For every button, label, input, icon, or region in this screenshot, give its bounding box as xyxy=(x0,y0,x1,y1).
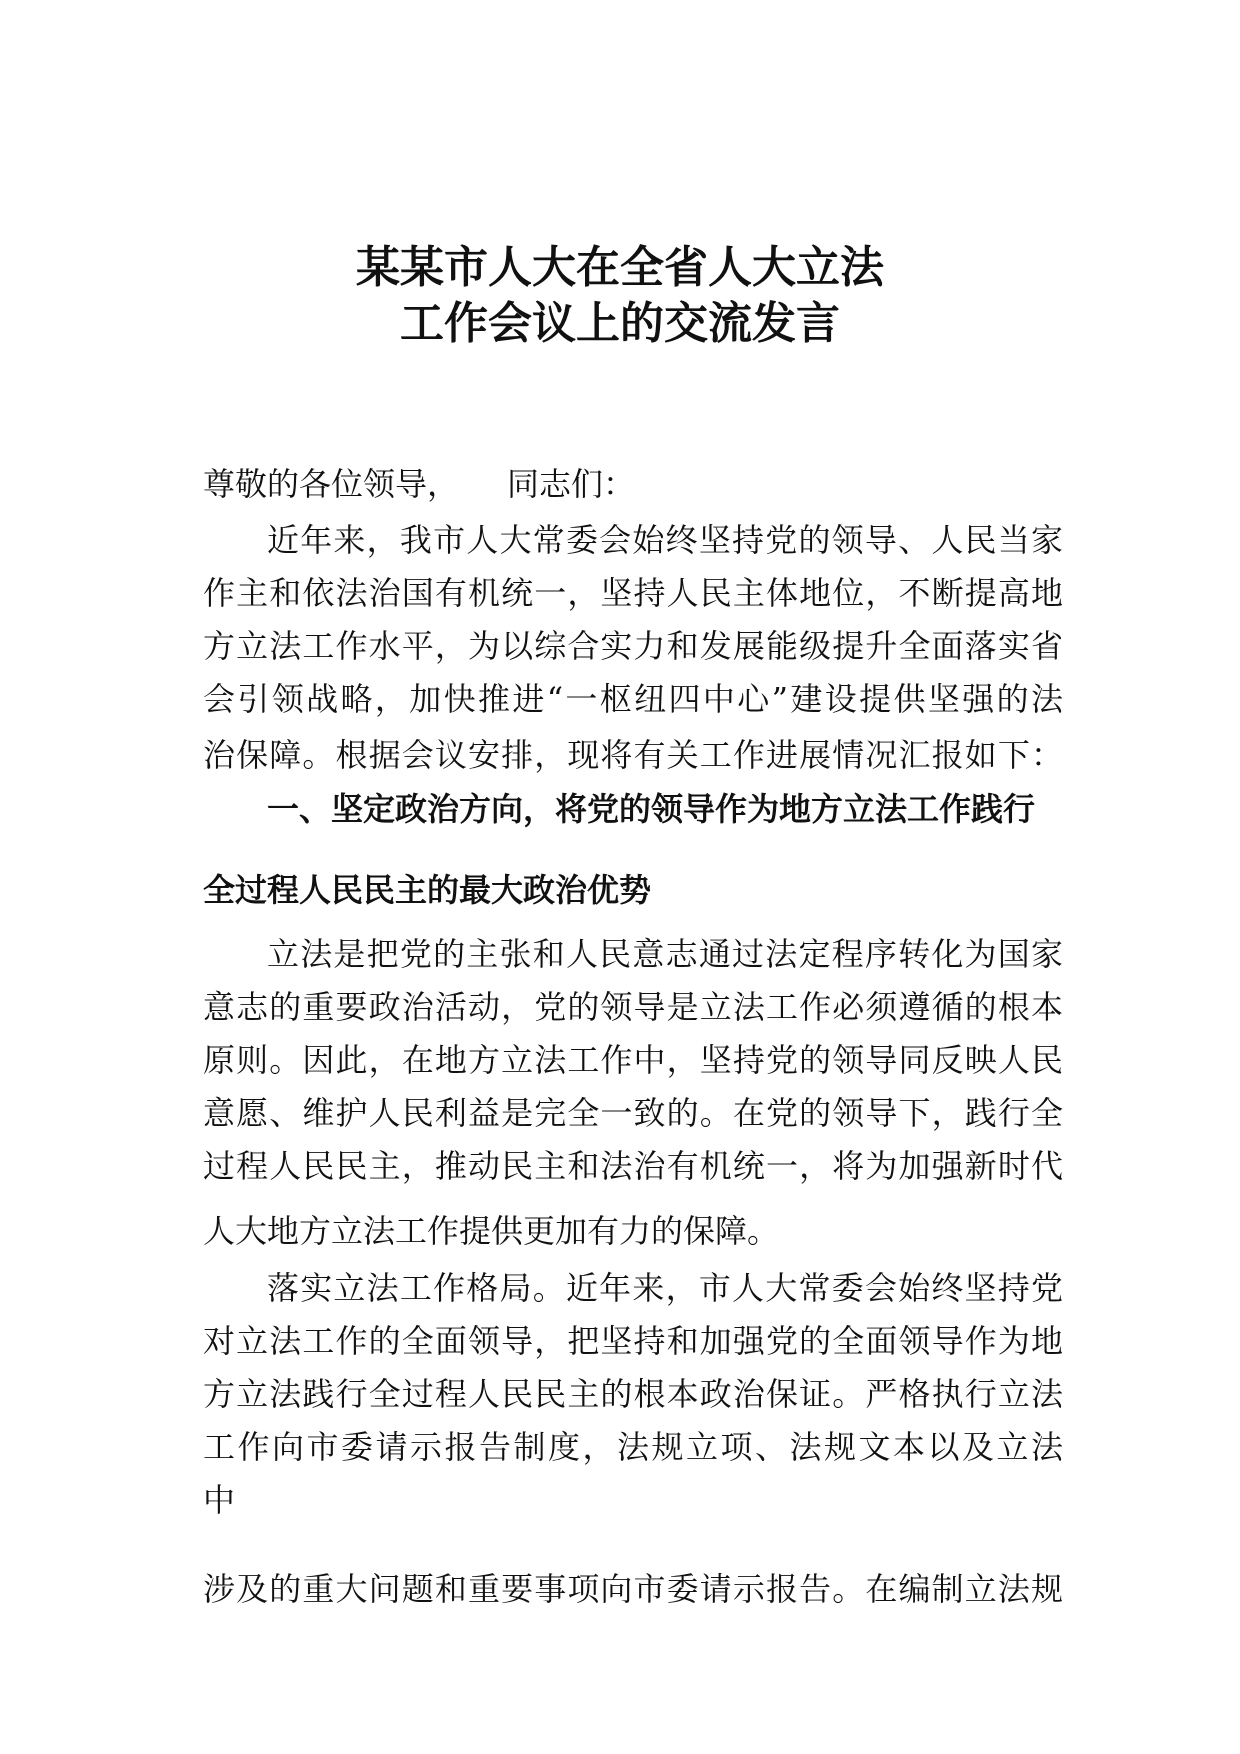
paragraph-1-line-4: 会引领战略，加快推进“一枢纽四中心”建设提供坚强的法 xyxy=(203,680,1063,718)
salutation xyxy=(203,464,1063,504)
paragraph-2-line-1: 立法是把党的主张和人民意志通过法定程序转化为国家 xyxy=(267,935,1063,973)
section-heading-line-1: 一、坚定政治方向，将党的领导作为地方立法工作践行 xyxy=(267,790,1036,828)
salutation-leaders: 尊敬的各位领导， xyxy=(203,465,460,503)
paragraph-2-line-4: 意愿、维护人民利益是完全一致的。在党的领导下，践行全 xyxy=(203,1094,1063,1132)
section-heading-line-2: 全过程人民民主的最大政治优势 xyxy=(203,871,652,909)
paragraph-3-line-5: 中 xyxy=(203,1481,236,1519)
paragraph-1-line-2: 作主和依法治国有机统一，坚持人民主体地位，不断提高地 xyxy=(203,574,1063,612)
paragraph-2-line-3: 原则。因此，在地方立法工作中，坚持党的领导同反映人民 xyxy=(203,1041,1063,1079)
document-title-line-1: 某某市人大在全省人大立法 xyxy=(356,242,884,293)
paragraph-2-line-6: 人大地方立法工作提供更加有力的保障。 xyxy=(203,1212,780,1250)
paragraph-1-line-3: 方立法工作水平，为以综合实力和发展能级提升全面落实省 xyxy=(203,627,1063,665)
paragraph-2-line-2: 意志的重要政治活动，党的领导是立法工作必须遵循的根本 xyxy=(203,988,1063,1026)
paragraph-3-line-3: 方立法践行全过程人民民主的根本政治保证。严格执行立法 xyxy=(203,1375,1063,1413)
salutation-comrades: 同志们： xyxy=(507,465,636,503)
paragraph-3-line-4: 工作向市委请示报告制度，法规立项、法规文本以及立法 xyxy=(203,1428,1063,1466)
paragraph-3-line-2: 对立法工作的全面领导，把坚持和加强党的全面领导作为地 xyxy=(203,1322,1063,1360)
paragraph-3-line-6: 涉及的重大问题和重要事项向市委请示报告。在编制立法规 xyxy=(203,1570,1063,1608)
paragraph-2-line-5: 过程人民民主，推动民主和法治有机统一，将为加强新时代 xyxy=(203,1147,1063,1185)
paragraph-1-line-1: 近年来，我市人大常委会始终坚持党的领导、人民当家 xyxy=(267,521,1063,559)
paragraph-3-line-1: 落实立法工作格局。近年来，市人大常委会始终坚持党 xyxy=(267,1269,1063,1307)
paragraph-1-line-5: 治保障。根据会议安排，现将有关工作进展情况汇报如下： xyxy=(203,736,1063,774)
document-title-line-2: 工作会议上的交流发言 xyxy=(400,298,840,349)
